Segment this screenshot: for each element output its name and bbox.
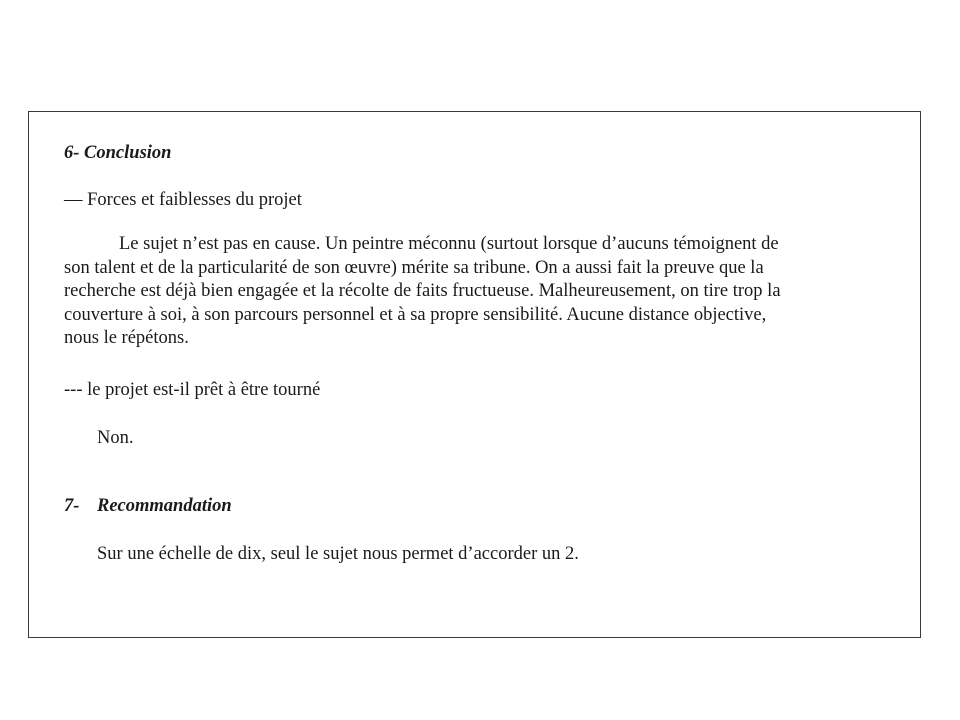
section-6-question: --- le projet est-il prêt à être tourné: [64, 380, 321, 400]
section-7-heading: [64, 495, 232, 519]
section-6-subheading: — Forces et faiblesses du projet: [64, 190, 302, 210]
paragraph-line: Le sujet n’est pas en cause. Un peintre méconnu (surtout lorsque d’aucuns témoignent de: [119, 234, 779, 254]
section-6-answer: Non.: [97, 428, 134, 448]
paragraph-line: son talent et de la particularité de son œuvre) mérite sa tribune. On a aussi fait la preuve que la: [64, 257, 764, 278]
section-7-title: Recommandation: [97, 496, 232, 516]
section-6-title: Conclusion: [84, 143, 172, 163]
section-7-number: 7-: [64, 496, 80, 516]
section-6-heading: [64, 142, 171, 166]
section-7-text: Sur une échelle de dix, seul le sujet nous permet d’accorder un 2.: [97, 544, 579, 564]
paragraph-line: couverture à soi, à son parcours personnel et à sa propre sensibilité. Aucune distance objective,: [64, 304, 767, 325]
section-6-number: 6-: [64, 143, 80, 163]
paragraph-line: nous le répétons.: [64, 328, 189, 349]
paragraph-line: recherche est déjà bien engagée et la récolte de faits fructueuse. Malheureusement, on tire trop la: [64, 281, 781, 302]
section-6-paragraph: [64, 233, 844, 351]
